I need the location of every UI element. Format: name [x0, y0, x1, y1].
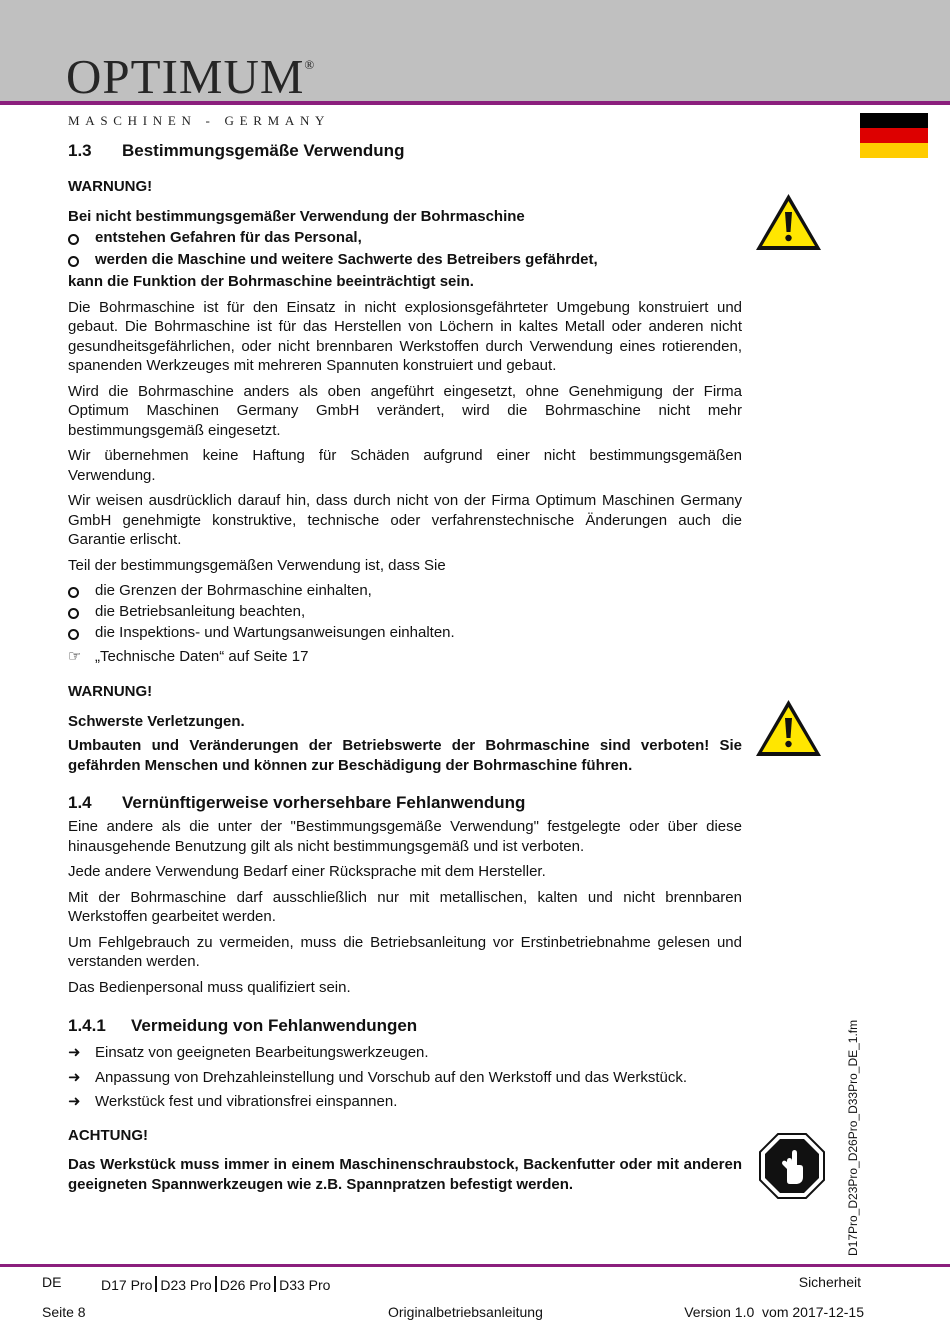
section-heading-1-3: 1.3 Bestimmungsgemäße Verwendung [68, 141, 405, 160]
caution-label: ACHTUNG! [68, 1126, 148, 1144]
brand-tagline: MASCHINEN - GERMANY [68, 113, 331, 128]
brand-logo: OPTIMUM® [66, 49, 316, 104]
footer-document-title: Originalbetriebsanleitung [388, 1304, 543, 1320]
paragraph: Jede andere Verwendung Bedarf einer Rücksprache mit dem Hersteller. [68, 863, 546, 880]
bullet-icon [68, 234, 79, 245]
section-heading-1-4: 1.4 Vernünftigerweise vorhersehbare Fehlanwendung [68, 793, 526, 812]
paragraph: Eine andere als die unter der "Bestimmungsgemäße Verwendung" festgelegte oder über diese hinausgehende Benutzung gilt als nicht bestimmungsgemäß und ist verboten. [68, 818, 742, 855]
list-item: die Grenzen der Bohrmaschine einhalten, [68, 581, 742, 601]
paragraph: Das Bedienpersonal muss qualifiziert sein. [68, 978, 351, 996]
caution-text: Das Werkstück muss immer in einem Maschinenschraubstock, Backenfutter oder mit anderen geeigneten Spannwerkzeugen wie z.B. Spannpratzen befestigt werden. [68, 1156, 742, 1193]
arrow-right-icon: ➜ [68, 1093, 81, 1110]
separator [155, 1276, 157, 1292]
section-heading-1-4-1: 1.4.1 Vermeidung von Fehlanwendungen [68, 1016, 418, 1035]
warning-label: WARNUNG! [68, 683, 153, 700]
bullet-icon [68, 587, 79, 598]
footer-section: Sicherheit [798, 1274, 861, 1290]
bullet-icon [68, 608, 79, 619]
warning-outro: kann die Funktion der Bohrmaschine beeinträchtigt sein. [68, 273, 474, 290]
warning-triangle-icon [754, 698, 823, 758]
footer-models: D17 Pro D23 Pro D26 Pro D33 Pro [101, 1277, 331, 1293]
german-flag-icon [860, 113, 928, 158]
paragraph: Wird die Bohrmaschine anders als oben angeführt eingesetzt, ohne Genehmigung der Firma Optimum Maschinen Germany GmbH verändert, wird die Bohrmaschine nicht mehr bestimmungsgemäß eingesetzt. [68, 382, 742, 439]
pointing-hand-icon: ☞ [68, 647, 82, 665]
separator [274, 1276, 276, 1292]
footer-version: Version 1.0 vom 2017-12-15 [684, 1304, 864, 1320]
warning-label: WARNUNG! [68, 178, 153, 195]
list-item: entstehen Gefahren für das Personal, [68, 228, 742, 248]
paragraph: Die Bohrmaschine ist für den Einsatz in nicht explosionsgefährteter Umgebung konstruiert und gebaut. Die Bohrmaschine ist für das Herstellen von Löchern in kaltes Metall oder anderen nicht gesundheitsgefährlichen, oder nicht brennbaren Werkstoffen durch Verwendung eines rotierenden, spanenden Werkzeuges mit mehreren Spannuten konstruiert und gebaut. [68, 298, 742, 374]
list-item: ➜ Einsatz von geeigneten Bearbeitungswerkzeugen. [68, 1044, 429, 1061]
arrow-right-icon: ➜ [68, 1068, 81, 1086]
warning-intro: Bei nicht bestimmungsgemäßer Verwendung der Bohrmaschine [68, 207, 525, 225]
arrow-right-icon: ➜ [68, 1044, 81, 1061]
bullet-icon [68, 256, 79, 267]
list-item: ➜ Anpassung von Drehzahleinstellung und Vorschub auf den Werkstoff und das Werkstück. [68, 1068, 688, 1086]
footer-divider [0, 1264, 950, 1267]
list-item: die Betriebsanleitung beachten, [68, 602, 742, 622]
warning-triangle-icon [754, 192, 823, 252]
stop-hand-icon [757, 1131, 827, 1201]
paragraph: Wir übernehmen keine Haftung für Schäden aufgrund einer nicht bestimmungsgemäßen Verwendung. [68, 447, 742, 484]
footer-language: DE [42, 1274, 62, 1290]
separator [215, 1276, 217, 1292]
paragraph: Teil der bestimmungsgemäßen Verwendung ist, dass Sie [68, 556, 446, 574]
list-item: die Inspektions- und Wartungsanweisungen einhalten. [68, 623, 742, 643]
warning-text: Schwerste Verletzungen. [68, 712, 245, 730]
registered-mark: ® [304, 57, 316, 72]
paragraph: Wir weisen ausdrücklich darauf hin, dass durch nicht von der Firma Optimum Maschinen Germany GmbH genehmigte konstruktive, technische oder verfahrenstechnische Änderungen auch die Garantie erlischt. [68, 492, 742, 548]
list-item: ➜ Werkstück fest und vibrationsfrei einspannen. [68, 1093, 398, 1110]
list-item: werden die Maschine und weitere Sachwerte des Betreibers gefährdet, [68, 250, 742, 270]
requirements-list [68, 581, 742, 643]
cross-reference[interactable]: ☞ „Technische Daten“ auf Seite 17 [68, 647, 309, 665]
file-name-vertical: D17Pro_D23Pro_D26Pro_D33Pro_DE_1.fm [846, 1019, 860, 1256]
warning-list [68, 228, 742, 269]
footer-page-number: Seite 8 [42, 1304, 86, 1320]
paragraph: Um Fehlgebrauch zu vermeiden, muss die Betriebsanleitung vor Erstinbetriebnahme gelesen und verstanden werden. [68, 933, 742, 970]
paragraph: Mit der Bohrmaschine darf ausschließlich nur mit metallischen, kalten und nicht brennbaren Werkstoffen gearbeitet werden. [68, 888, 742, 925]
main-content [68, 140, 742, 1200]
warning-text: Umbauten und Veränderungen der Betriebswerte der Bohrmaschine sind verboten! Sie gefährden Menschen und können zur Beschädigung der Bohrmaschine führen. [68, 737, 742, 774]
measures-list [68, 1043, 742, 1112]
bullet-icon [68, 629, 79, 640]
